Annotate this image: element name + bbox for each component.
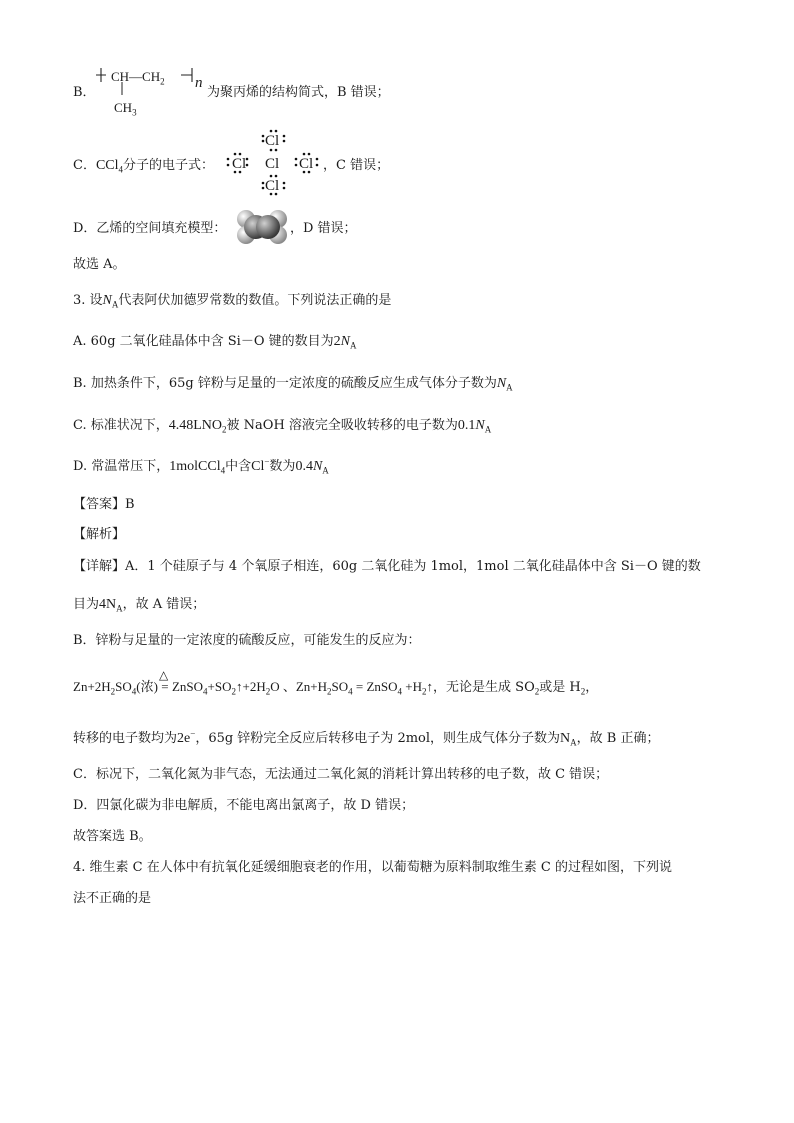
q3-detail-a-line2: 目为$4N_A$，故 A 错误； [73, 597, 206, 614]
cl-bottom: Cl [265, 178, 280, 194]
q3-analysis-heading: 【解析】 [73, 527, 126, 542]
q3-detail-b-line3: 转移的电子数均为2e−，65g 锌粉完全反应后转移电子为 2mol，则生成气体分子数为$N_A$，故 B 正确； [73, 728, 660, 748]
reaction-equation: $Zn+2H_2SO_4$(浓) △ = $ZnSO_4+SO_2↑+2H_2O$ 、$Zn+H_2SO_4$ = ZnSO$_4$ $+H_2↑$，无论是生成 $SO_2$或是 $H_2$， [73, 668, 599, 697]
polymer-backbone: $CH—CH_2$ [111, 69, 165, 87]
cl-left: Cl [232, 156, 247, 172]
q3-detail-a-line1: 【详解】A．1 个硅原子与 4 个氧原子相连，60g 二氧化硅为 1mol，1mol 二氧化硅晶体中含 Si－O 键的数 [73, 559, 701, 574]
polymer-methyl: $CH_3$ [114, 100, 137, 118]
q3-option-d[interactable]: D. 常温常压下，1molCCl$_4$中含Cl−数为$0.4N_A$ [73, 456, 329, 476]
carbon-center-cl: Cl [265, 156, 280, 172]
q3-detail-d: D．四氯化碳为非电解质，不能电离出氯离子，故 D 错误； [73, 798, 415, 813]
option-b-text: 为聚丙烯的结构简式，B 错误； [207, 85, 390, 100]
q3-option-b[interactable]: B. 加热条件下，65g 锌粉与足量的一定浓度的硫酸反应生成气体分子数为$N_A$ [73, 376, 513, 393]
q4-stem-line2: 法不正确的是 [73, 891, 152, 906]
option-c-text: ，C 错误； [323, 158, 390, 173]
q3-detail-c: C．标况下，二氧化氮为非气态，无法通过二氧化氮的消耗计算出转移的电子数，故 C 错误； [73, 767, 609, 782]
q3-answer: 【答案】B [73, 497, 135, 512]
cl-top: Cl [265, 133, 280, 149]
option-b-label: B． [73, 85, 96, 100]
option-d-label: D．乙烯的空间填充模型： [73, 221, 227, 236]
heated-equals-sign: △ = [158, 668, 169, 694]
q4-stem-line1: 4. 维生素 C 在人体中有抗氧化延缓细胞衰老的作用，以葡萄糖为原料制取维生素 C 的过程如图，下列说 [73, 860, 672, 875]
q3-stem: 3. 设$N_A$代表阿伏加德罗常数的数值。下列说法正确的是 [73, 293, 392, 310]
ethylene-model-image [234, 208, 290, 246]
q3-option-a[interactable]: A. 60g 二氧化硅晶体中含 Si－O 键的数目为$2N_A$ [73, 334, 357, 351]
q3-detail-b-line1: B．锌粉与足量的一定浓度的硫酸反应，可能发生的反应为： [73, 633, 421, 648]
option-d-text: ，D 错误； [290, 221, 357, 236]
option-c-line: C．CCl$_4$分子的电子式： [73, 158, 215, 175]
polymer-n: n [195, 75, 203, 91]
q3-final-answer: 故答案选 B。 [73, 829, 152, 844]
choose-a: 故选 A。 [73, 257, 126, 272]
cl-right: Cl [299, 156, 314, 172]
q3-option-c[interactable]: C. 标准状况下，$4.48LNO_2$被 NaOH 溶液完全吸收转移的电子数为$0.1N_A$ [73, 418, 492, 435]
